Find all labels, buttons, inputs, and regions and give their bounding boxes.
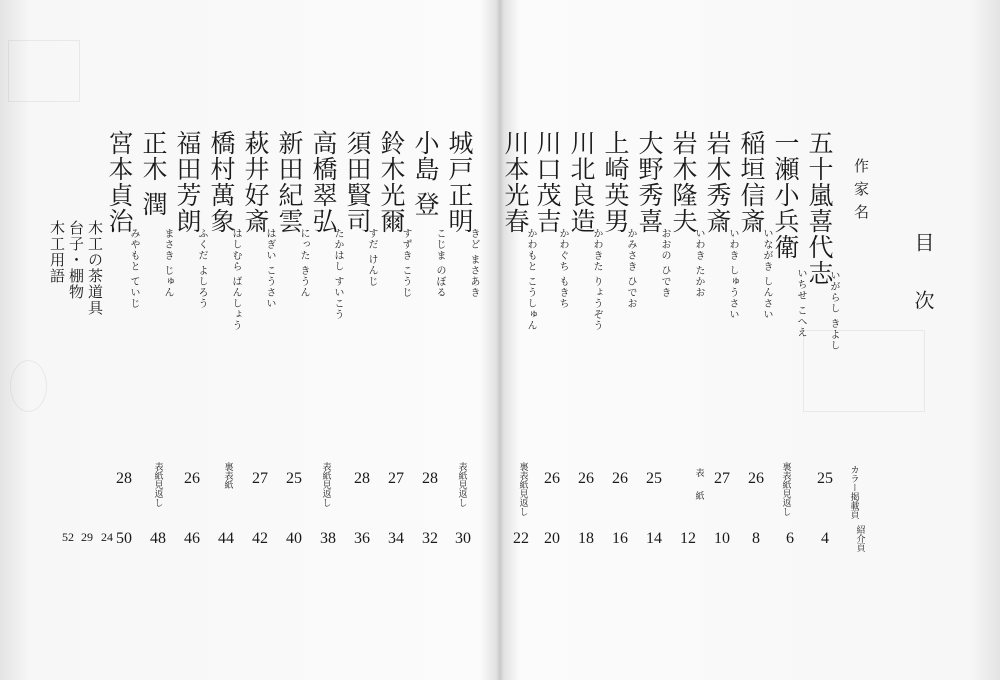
artist-name: 城戸正明: [445, 130, 474, 234]
show-through-mark: [8, 40, 80, 102]
toc-title-char-2: 次: [911, 290, 935, 310]
artist-reading: はしむら ばんしょう: [230, 228, 241, 332]
intro-page-number: 48: [150, 530, 166, 547]
misc-section-title: 木工用語: [48, 220, 66, 284]
color-page-number: 26: [578, 470, 594, 487]
artist-name: 橋村萬象: [207, 130, 236, 234]
intro-page-number: 8: [752, 530, 760, 547]
color-page-number: 26: [748, 470, 764, 487]
color-page-number: 26: [184, 470, 200, 487]
intro-page-number: 36: [354, 530, 370, 547]
intro-page-number: 50: [116, 530, 132, 547]
intro-page-number: 40: [286, 530, 302, 547]
artist-name: 小島 登: [411, 130, 440, 217]
intro-page-number: 4: [821, 530, 829, 547]
right-page: [503, 0, 1000, 680]
artist-reading: ふくだ よしろう: [196, 228, 207, 310]
artist-reading: いちせ こへえ: [795, 268, 806, 339]
artist-reading: かみさき ひでお: [625, 228, 636, 310]
misc-section-title: 台子・棚物: [67, 220, 85, 300]
artist-name: 稲垣信斎: [737, 130, 766, 234]
show-through-mark: [10, 360, 47, 412]
color-page-number: 28: [116, 470, 132, 487]
color-page-number: 25: [817, 470, 833, 487]
artist-name: 川本光春: [501, 130, 530, 234]
artist-name: 萩井好斎: [241, 130, 270, 234]
artist-reading: かわもと こうしゅん: [525, 228, 536, 332]
artist-reading: こじま のぼる: [434, 228, 445, 299]
artist-reading: たかはし すいこう: [332, 228, 343, 321]
column-header-artist: 作家名: [852, 158, 870, 227]
artist-reading: かわきた りょうぞう: [591, 228, 602, 332]
artist-name: 正木 潤: [139, 130, 168, 217]
intro-page-number: 20: [544, 530, 560, 547]
artist-name: 鈴木光爾: [377, 130, 406, 234]
artist-reading: いわき たかお: [693, 228, 704, 299]
artist-reading: まさき じゅん: [162, 228, 173, 299]
artist-name: 川口茂吉: [533, 130, 562, 234]
color-page-number: 26: [544, 470, 560, 487]
color-page-number: 26: [612, 470, 628, 487]
color-page-number: 25: [646, 470, 662, 487]
intro-page-number: 12: [680, 530, 696, 547]
artist-reading: すだ けんじ: [366, 228, 377, 288]
intro-page-number: 22: [513, 530, 529, 547]
color-page-number: 27: [714, 470, 730, 487]
color-page-number: 27: [388, 470, 404, 487]
artist-name: 須田賢司: [343, 130, 372, 234]
artist-reading: いながき しんさい: [761, 228, 772, 321]
cover-note: 表紙見返し: [456, 462, 467, 507]
intro-page-number: 18: [578, 530, 594, 547]
artist-name: 高橋翠弘: [309, 130, 338, 234]
artist-reading: かわぐち もきち: [557, 228, 568, 310]
intro-page-number: 16: [612, 530, 628, 547]
left-page: [0, 0, 497, 680]
artist-name: 川北良造: [567, 130, 596, 234]
misc-page-number: 29: [81, 530, 93, 544]
intro-page-number: 46: [184, 530, 200, 547]
color-page-number: 28: [422, 470, 438, 487]
intro-page-number: 38: [320, 530, 336, 547]
artist-reading: にった きうん: [298, 228, 309, 299]
artist-name: 宮本貞治: [105, 130, 134, 234]
artist-reading: きど まさあき: [468, 228, 479, 299]
color-page-number: 28: [354, 470, 370, 487]
intro-page-number: 10: [714, 530, 730, 547]
intro-page-number: 14: [646, 530, 662, 547]
color-page-number: 25: [286, 470, 302, 487]
show-through-mark: [803, 330, 925, 412]
artist-name: 五十嵐喜代志: [805, 130, 834, 286]
artist-reading: いわき しゅうさい: [727, 228, 738, 321]
intro-page-number: 6: [786, 530, 794, 547]
artist-reading: すずき こうじ: [400, 228, 411, 299]
artist-name: 大野秀喜: [635, 130, 664, 234]
cover-note: 裏表紙: [222, 462, 233, 489]
artist-name: 一瀬小兵衛: [771, 130, 800, 260]
artist-name: 岩木秀斎: [703, 130, 732, 234]
misc-page-number: 24: [101, 530, 113, 544]
misc-section-title: 木工の茶道具: [86, 220, 104, 316]
intro-page-number: 44: [218, 530, 234, 547]
misc-page-number: 52: [62, 530, 74, 544]
artist-name: 新田紀雲: [275, 130, 304, 234]
artist-reading: おおの ひでき: [659, 228, 670, 299]
column-header-intro-page: 紹介頁: [854, 525, 865, 552]
toc-title-char-1: 目: [911, 232, 935, 252]
artist-reading: みやもと ていじ: [128, 228, 139, 310]
artist-name: 福田芳朗: [173, 130, 202, 234]
artist-reading: はぎい こうさい: [264, 228, 275, 310]
intro-page-number: 34: [388, 530, 404, 547]
artist-reading: いがらし きよし: [828, 270, 839, 352]
artist-name: 上崎英男: [601, 130, 630, 234]
artist-name: 岩木隆夫: [669, 130, 698, 234]
cover-note: 裏表紙見返し: [517, 462, 528, 516]
cover-note: 裏表紙見返し: [780, 462, 791, 516]
cover-note: 表紙: [693, 468, 704, 514]
intro-page-number: 42: [252, 530, 268, 547]
column-header-color-page: カラー掲載頁: [848, 465, 859, 519]
cover-note: 表紙見返し: [320, 462, 331, 507]
intro-page-number: 32: [422, 530, 438, 547]
cover-note: 表紙見返し: [152, 462, 163, 507]
color-page-number: 27: [252, 470, 268, 487]
intro-page-number: 30: [455, 530, 471, 547]
